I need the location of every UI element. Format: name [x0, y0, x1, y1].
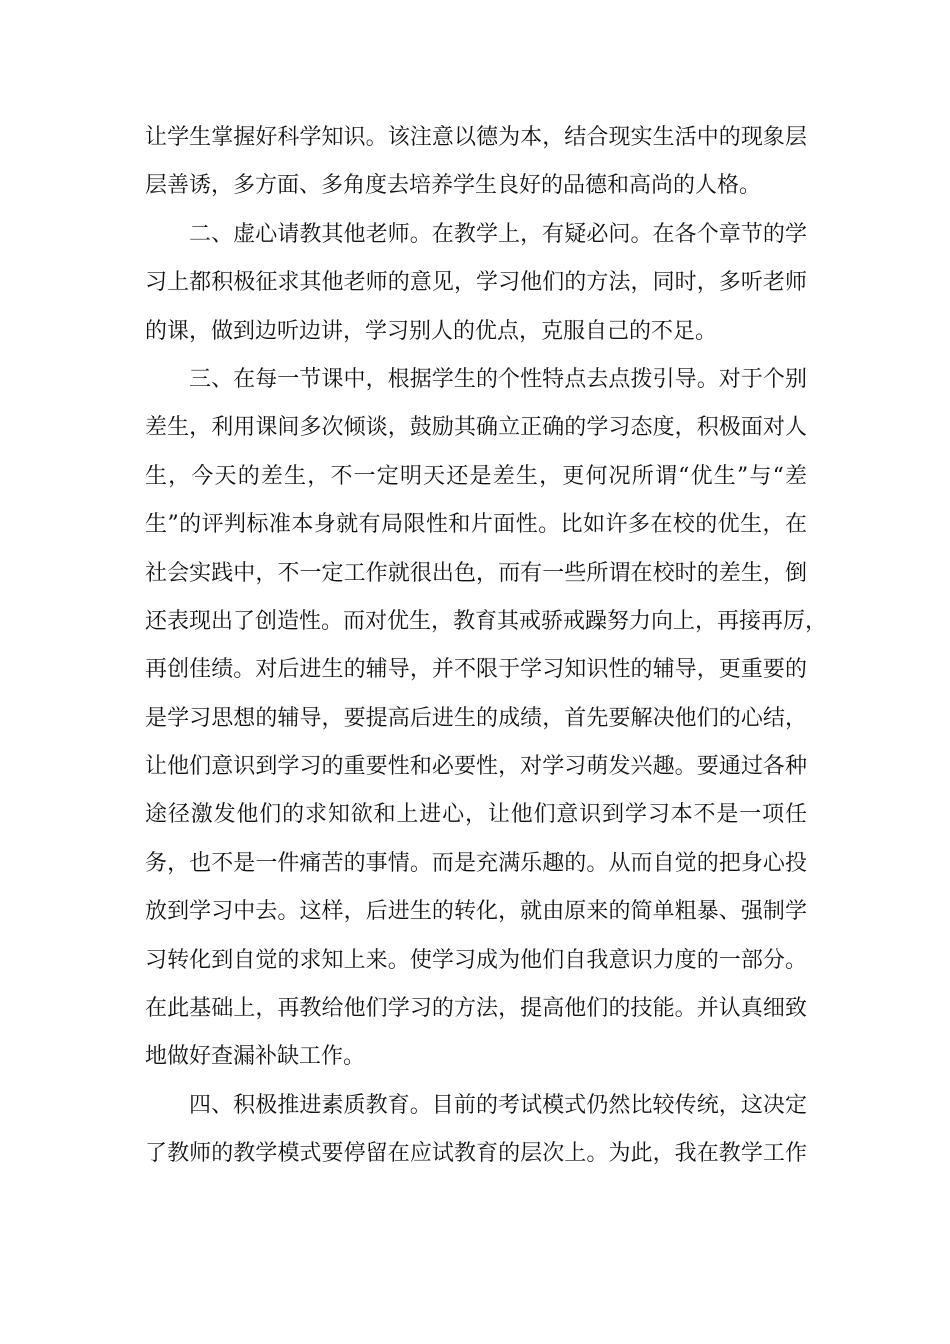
text-line: 让他们意识到学习的重要性和必要性，对学习萌发兴趣。要通过各种	[145, 754, 807, 780]
text-line: 还表现出了创造性。而对优生，教育其戒骄戒躁努力向上，再接再厉，	[145, 608, 828, 634]
text-line: 途径激发他们的求知欲和上进心，让他们意识到学习本不是一项任	[145, 802, 807, 828]
text-line: 是学习思想的辅导，要提高后进生的成绩，首先要解决他们的心结，	[145, 705, 807, 731]
paragraph-two	[145, 211, 807, 356]
text-line: 习转化到自觉的求知上来。使学习成为他们自我意识力度的一部分。	[145, 947, 807, 973]
paragraph-continuation	[145, 114, 807, 211]
text-line: 差生，利用课间多次倾谈，鼓励其确立正确的学习态度，积极面对人	[145, 415, 807, 441]
text-line: 放到学习中去。这样，后进生的转化，就由原来的简单粗暴、强制学	[145, 899, 807, 925]
text-line: 生”的评判标准本身就有局限性和片面性。比如许多在校的优生，在	[145, 512, 807, 538]
text-line: 四、积极推进素质教育。目前的考试模式仍然比较传统，这决定	[189, 1092, 807, 1118]
text-line: 再创佳绩。对后进生的辅导，并不限于学习知识性的辅导，更重要的	[145, 657, 807, 683]
text-line: 二、虚心请教其他老师。在教学上，有疑必问。在各个章节的学	[189, 221, 807, 247]
paragraph-four	[145, 1082, 807, 1179]
text-line: 务，也不是一件痛苦的事情。而是充满乐趣的。从而自觉的把身心投	[145, 850, 807, 876]
text-line: 在此基础上，再教给他们学习的方法，提高他们的技能。并认真细致	[145, 996, 807, 1022]
text-line: 社会实践中，不一定工作就很出色，而有一些所谓在校时的差生，倒	[145, 560, 807, 586]
text-line: 层善诱，多方面、多角度去培养学生良好的品德和高尚的人格。	[145, 173, 762, 199]
paragraph-three	[145, 356, 828, 1082]
text-line: 三、在每一节课中，根据学生的个性特点去点拨引导。对于个别	[189, 366, 807, 392]
text-line: 地做好查漏补缺工作。	[145, 1044, 366, 1070]
text-line: 生，今天的差生，不一定明天还是差生，更何况所谓“优生”与“差	[145, 463, 807, 489]
text-line: 的课，做到边听边讲，学习别人的优点，克服自己的不足。	[145, 318, 718, 344]
text-line: 习上都积极征求其他老师的意见，学习他们的方法，同时，多听老师	[145, 270, 807, 296]
text-line: 了教师的教学模式要停留在应试教育的层次上。为此，我在教学工作	[145, 1141, 807, 1167]
document-page	[145, 114, 828, 1179]
text-line: 让学生掌握好科学知识。该注意以德为本，结合现实生活中的现象层	[145, 125, 807, 150]
